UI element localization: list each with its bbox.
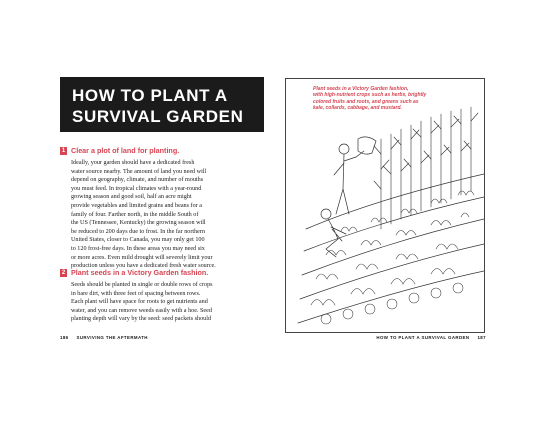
chapter-title-line-2: SURVIVAL GARDEN bbox=[72, 107, 244, 126]
caption-line: colored fruits and roots, and greens such as bbox=[313, 98, 419, 105]
body-line: depend on geography, climate, and number of mouths bbox=[71, 177, 204, 184]
body-line: family of four. Farther north, in the middle South of bbox=[71, 211, 199, 218]
body-line: planting depth will vary by the seed: seed packets should bbox=[71, 316, 212, 323]
step-number-badge: 2 bbox=[61, 270, 66, 276]
right-page-number: 187 bbox=[477, 335, 486, 340]
step-number-badge: 1 bbox=[61, 148, 66, 154]
body-line: to 120 frost-free days. In these areas you may need six bbox=[71, 245, 205, 252]
left-running-head: SURVIVING THE AFTERMATH bbox=[76, 335, 148, 340]
body-line: growing season and good soil, half an acre might bbox=[71, 194, 192, 201]
chapter-title bbox=[60, 77, 264, 132]
illustration-caption bbox=[313, 86, 426, 111]
kneeling-gardener bbox=[321, 209, 346, 257]
right-running-head: HOW TO PLANT A SURVIVAL GARDEN bbox=[376, 335, 470, 340]
body-line: in bare dirt, with three feet of spacing between rows. bbox=[71, 290, 201, 297]
standing-gardener bbox=[334, 137, 376, 214]
garden-drawing bbox=[286, 79, 485, 333]
body-line: United States, closer to Canada, you may only get 100 bbox=[71, 237, 205, 244]
step-2 bbox=[60, 268, 265, 324]
body-line: be reduced to 200 days due to frost. In the far northern bbox=[71, 228, 206, 235]
step-heading: Plant seeds in a Victory Garden fashion. bbox=[71, 268, 209, 277]
chapter-title-line-1: HOW TO PLANT A bbox=[72, 86, 228, 105]
corn-row bbox=[374, 107, 478, 229]
step-heading: Clear a plot of land for planting. bbox=[71, 146, 180, 155]
body-line: the US (Tennessee, Kentucky) the growing season will bbox=[71, 220, 206, 227]
body-line: Seeds should be planted in single or double rows of crops bbox=[71, 282, 213, 288]
body-line: Ideally, your garden should have a dedicated fresh bbox=[71, 160, 195, 166]
body-line: provide vegetables and limited grains and beans for a bbox=[71, 202, 202, 209]
body-line: water, and you can remove weeds easily with a hoe. Seed bbox=[71, 307, 212, 314]
step-body bbox=[71, 281, 265, 324]
body-line: production unless you have a dedicated fresh water source. bbox=[71, 263, 216, 270]
left-page-number: 186 bbox=[60, 335, 69, 340]
body-line: or more acres. Even mild drought will severely limit your bbox=[71, 254, 213, 261]
left-footer bbox=[60, 335, 148, 340]
body-line: water source nearby. The amount of land you need will bbox=[71, 168, 207, 175]
body-line: Each plant will have space for roots to get nutrients and bbox=[71, 299, 208, 306]
body-line: you must feed. In tropical climates with a year-round bbox=[71, 185, 202, 192]
caption-line: with high-nutrient crops such as herbs, brightly bbox=[313, 92, 427, 99]
garden-illustration bbox=[285, 78, 485, 333]
right-footer bbox=[376, 335, 486, 340]
step-body bbox=[71, 159, 265, 271]
step-1 bbox=[60, 146, 265, 271]
caption-line: kale, collards, cabbage, and mustard. bbox=[313, 104, 402, 111]
caption-line: Plant seeds in a Victory Garden fashion, bbox=[313, 86, 409, 92]
